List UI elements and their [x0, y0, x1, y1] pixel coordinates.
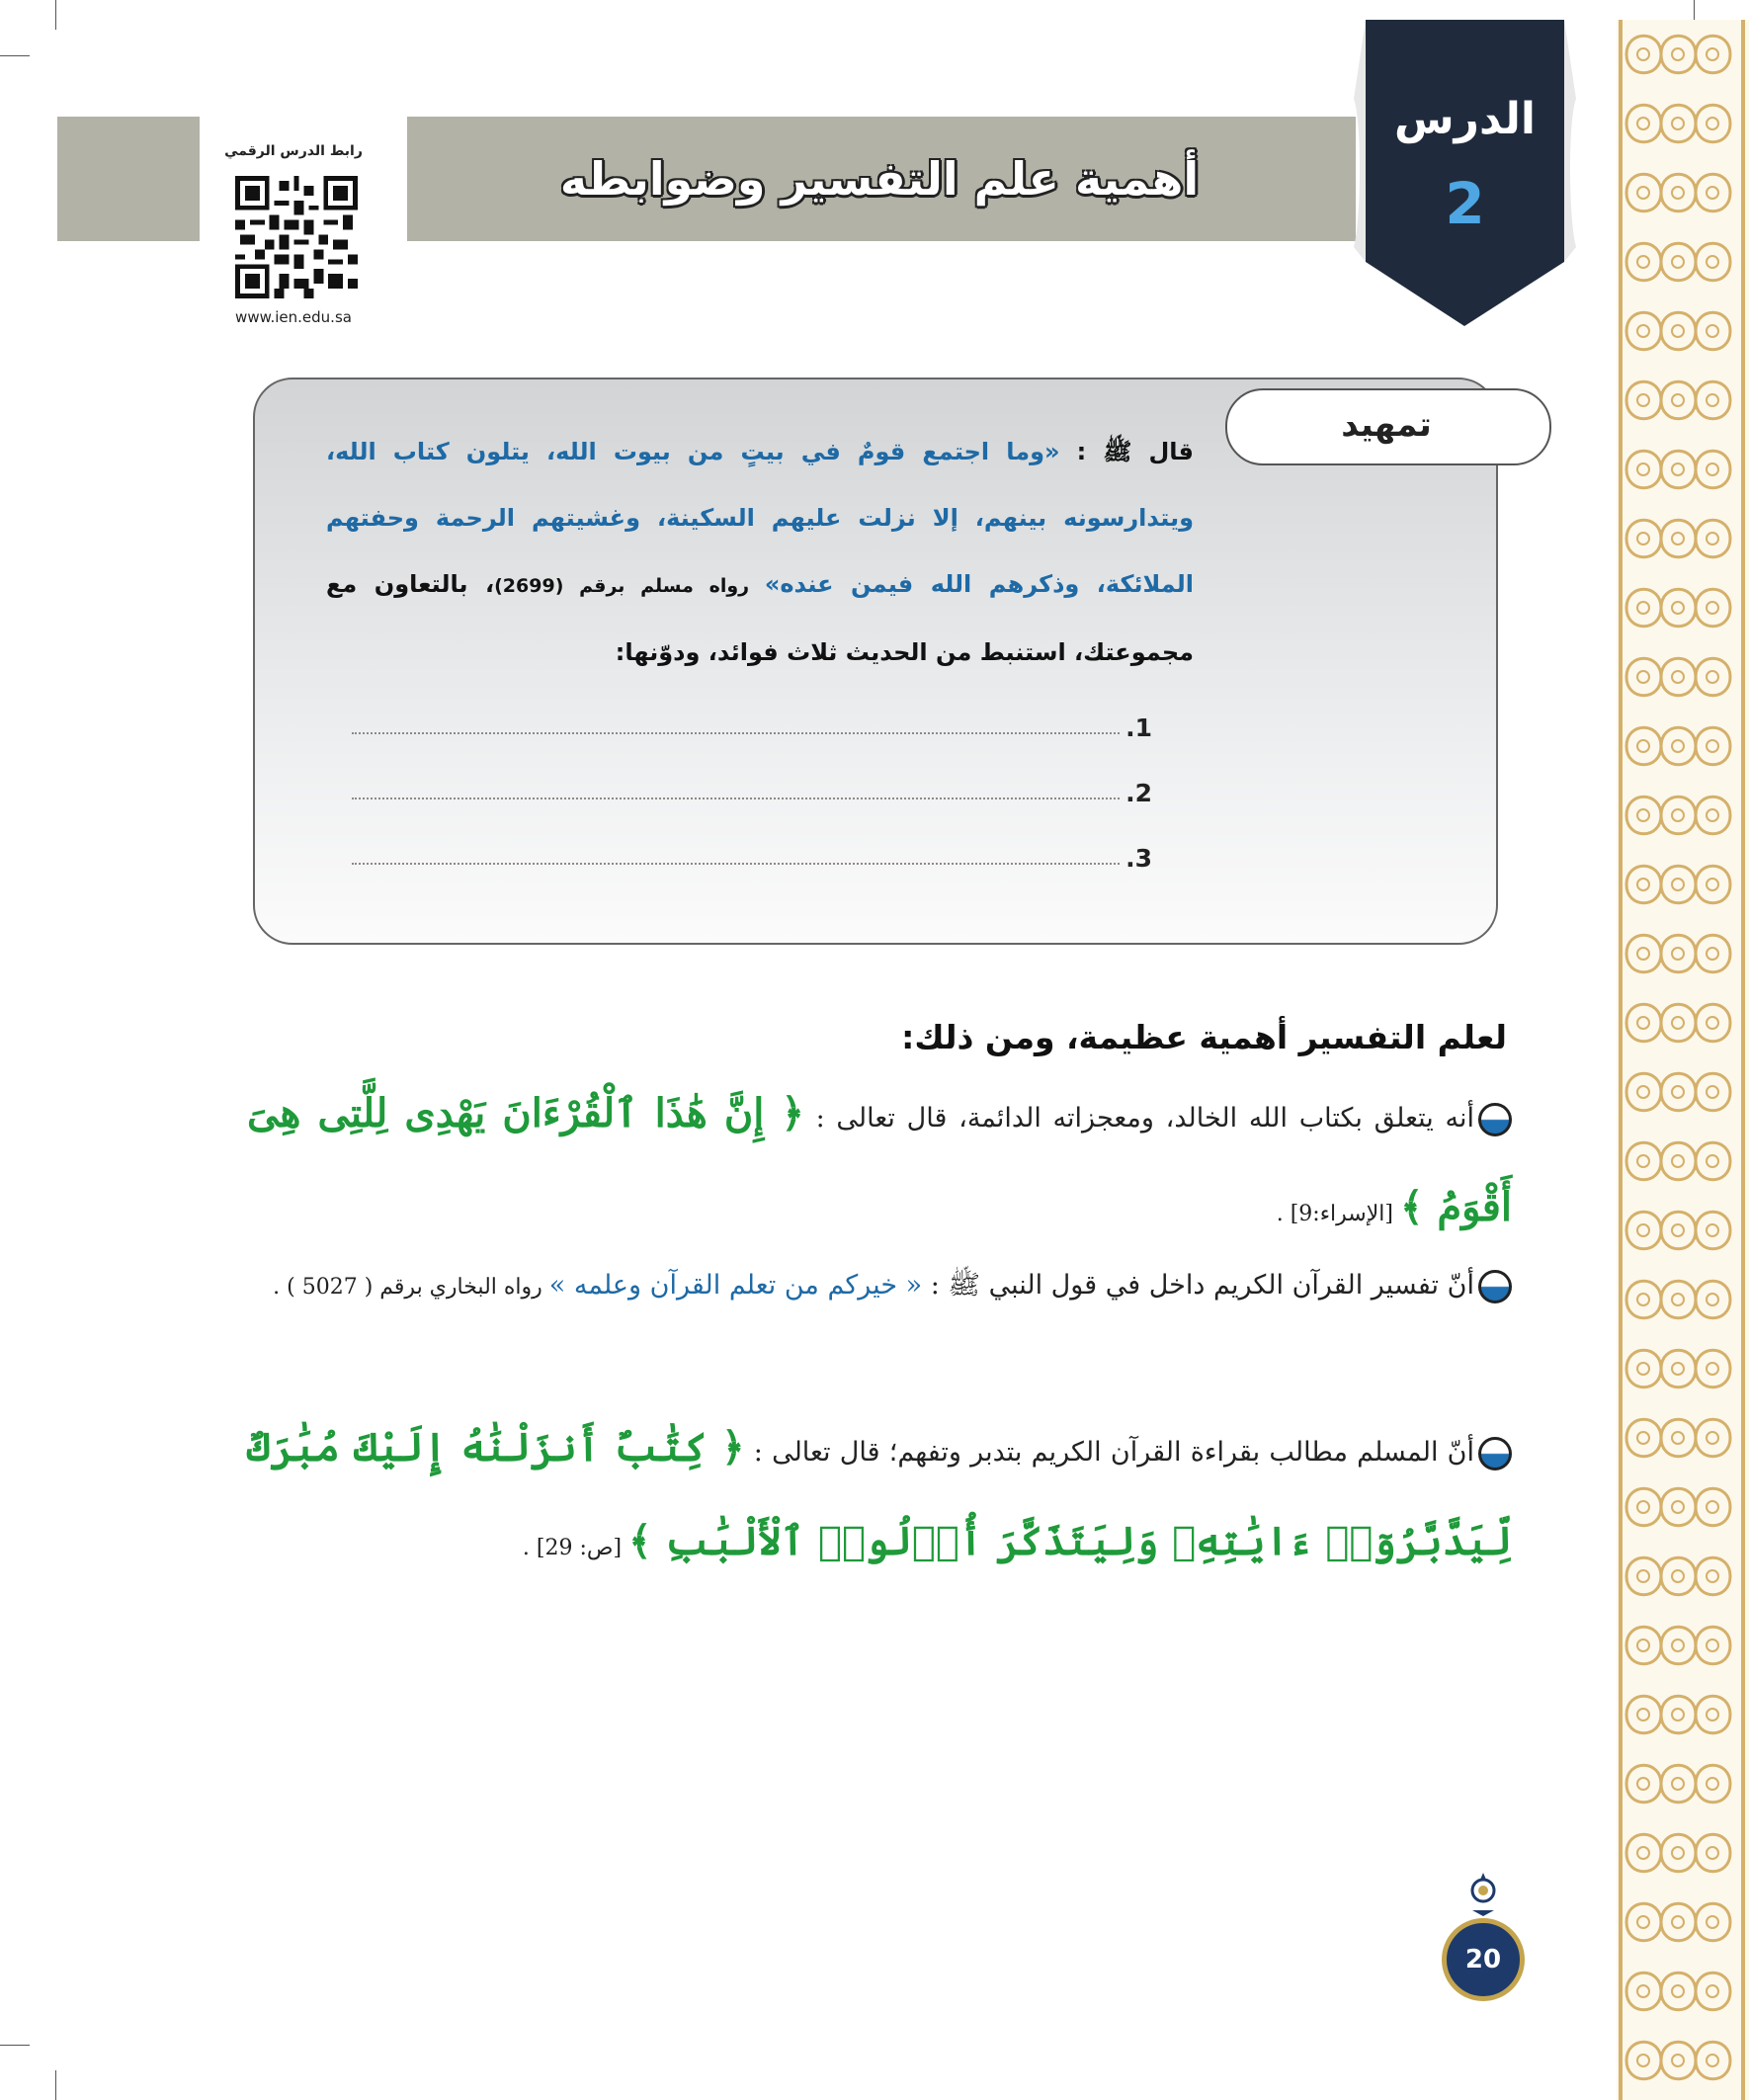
point-2	[247, 1241, 1512, 1332]
bullet-icon	[1478, 1270, 1512, 1303]
point-3	[247, 1403, 1512, 1593]
ornament-border	[1617, 20, 1749, 2100]
section-heading: لعلم التفسير أهمية عظيمة، ومن ذلك:	[901, 1018, 1507, 1056]
page-number: 20	[1464, 1945, 1502, 1974]
point-ref: [الإسراء:9] .	[1276, 1202, 1400, 1226]
point-ref: [ص: 29] .	[522, 1536, 629, 1560]
hadith-quote: « خيركم من تعلم القرآن وعلمه »	[548, 1270, 923, 1301]
bullet-icon	[1478, 1437, 1512, 1470]
intro-hadith: «وما اجتمع قومٌ في بيتٍ من بيوت الله، يتلون كتاب الله، ويتدارسونه بينهم، إلا نزلت عليهم السكينة، وغشيتهم الرحمة وحفتهم الملائكة، وذكرهم الله فيمن عنده»	[326, 438, 1195, 598]
page-title: أهمية علم التفسير وضوابطه	[559, 152, 1200, 206]
intro-instruction: ، بالتعاون مع مجموعتك، استنبط من الحديث ثلاث فوائد، ودوّنها:	[326, 570, 1194, 666]
intro-prefix: قال ﷺ :	[1059, 438, 1194, 465]
quran-quote: ﴿ إِنَّ هَٰذَا ٱلْقُرْءَانَ يَهْدِى لِلَّتِى هِىَ أَقْوَمُ ﴾	[247, 1090, 1512, 1230]
point-text: أنّ المسلم مطالب بقراءة القرآن الكريم بتدبر وتفهم؛ قال تعالى :	[744, 1437, 1474, 1468]
header-grey-block	[57, 117, 200, 241]
answer-dots	[352, 797, 1120, 799]
point-text: أنه يتعلق بكتاب الله الخالد، ومعجزاته الدائمة، قال تعالى :	[803, 1103, 1474, 1134]
crop-mark	[0, 55, 30, 56]
answer-number: 2.	[1125, 779, 1152, 807]
quran-quote: ﴿ كِتَٰبٌ أَنزَلْنَٰهُ إِلَيْكَ مُبَٰرَكٌ لِّيَدَّبَّرُوٓا۟ ءَايَٰتِهِۦ وَلِيَتَذَكَّرَ أُو۟لُوا۟ ٱلْأَلْبَٰبِ ﴾	[247, 1424, 1512, 1564]
point-text: أنّ تفسير القرآن الكريم داخل في قول النبي ﷺ :	[922, 1270, 1474, 1301]
answer-dots	[352, 862, 1120, 865]
crop-mark	[55, 0, 56, 30]
qr-caption: رابط الدرس الرقمي	[224, 143, 363, 159]
intro-text	[326, 419, 1194, 686]
answer-number: 3.	[1125, 844, 1152, 873]
qr-code-icon[interactable]	[235, 176, 358, 298]
intro-label: تمهيد	[1341, 405, 1432, 445]
point-ref: رواه البخاري برقم ( 5027 ) .	[273, 1275, 549, 1300]
bullet-icon	[1478, 1103, 1512, 1136]
answer-dots	[352, 731, 1120, 734]
intro-source: رواه مسلم برقم (2699)	[494, 575, 765, 597]
lesson-label: الدرس	[1393, 94, 1537, 144]
answer-number: 1.	[1125, 714, 1152, 742]
answer-line-1[interactable]	[352, 714, 1152, 742]
page-ornament-icon	[1466, 1873, 1500, 1916]
crop-mark	[0, 2045, 30, 2046]
lesson-number: 2	[1445, 170, 1485, 237]
answer-line-3[interactable]	[352, 844, 1152, 873]
point-1	[247, 1069, 1512, 1259]
qr-url[interactable]: www.ien.edu.sa	[235, 308, 352, 326]
crop-mark	[55, 2070, 56, 2100]
answer-line-2[interactable]	[352, 779, 1152, 807]
